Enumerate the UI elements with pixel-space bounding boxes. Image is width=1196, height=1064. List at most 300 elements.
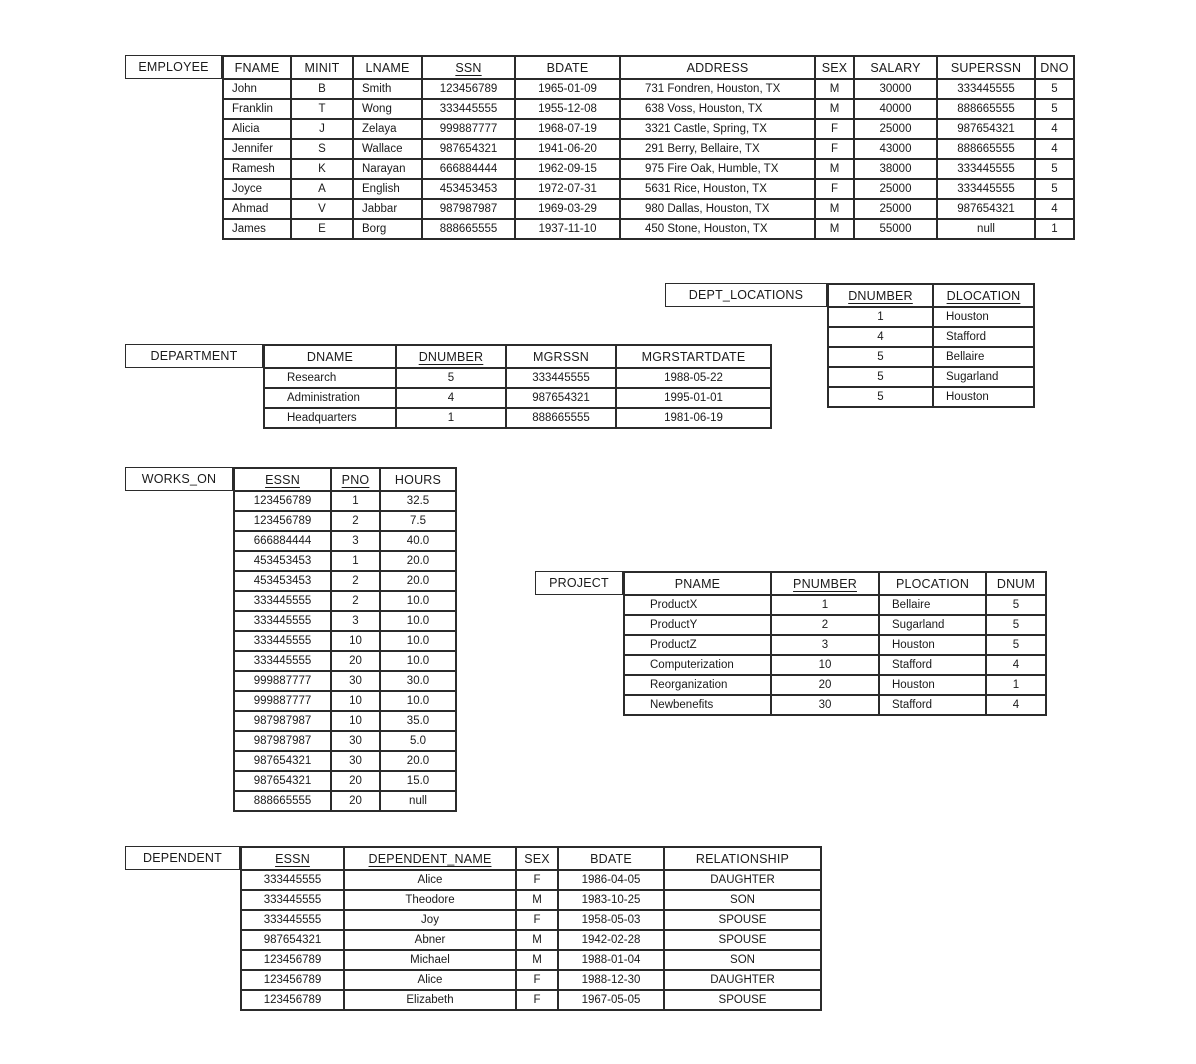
- table-row: [223, 139, 1074, 159]
- table-row: [223, 99, 1074, 119]
- column-header-bdate: BDATE: [515, 56, 620, 79]
- table-cell: 3: [331, 531, 380, 551]
- table-cell: M: [516, 890, 558, 910]
- table-cell: 1: [1035, 219, 1074, 239]
- table-cell: 10.0: [380, 651, 456, 671]
- table-cell: Theodore: [344, 890, 516, 910]
- table-row: [624, 675, 1046, 695]
- table-cell: 30000: [854, 79, 937, 99]
- table-cell: 30: [771, 695, 879, 715]
- table-cell: 4: [1035, 199, 1074, 219]
- table-cell: Houston: [933, 307, 1034, 327]
- table-cell: James: [223, 219, 291, 239]
- table-cell: 5.0: [380, 731, 456, 751]
- table-cell: 1: [396, 408, 506, 428]
- table-cell: 5631 Rice, Houston, TX: [620, 179, 815, 199]
- table-cell: 1969-03-29: [515, 199, 620, 219]
- table-cell: 1962-09-15: [515, 159, 620, 179]
- column-header-dname: DNAME: [264, 345, 396, 368]
- table-row: [234, 651, 456, 671]
- table-cell: Alice: [344, 970, 516, 990]
- table-cell: SON: [664, 950, 821, 970]
- table-cell: 4: [986, 655, 1046, 675]
- table-cell: 123456789: [234, 491, 331, 511]
- table-row: [241, 870, 821, 890]
- table-cell: 3: [331, 611, 380, 631]
- table-cell: K: [291, 159, 353, 179]
- table-cell: 20.0: [380, 571, 456, 591]
- table-cell: 25000: [854, 199, 937, 219]
- table-cell: 453453453: [234, 571, 331, 591]
- table-cell: 453453453: [234, 551, 331, 571]
- table-cell: 987654321: [937, 119, 1035, 139]
- employee-table: [222, 55, 1075, 240]
- table-row: [234, 571, 456, 591]
- employee-relation: [125, 55, 1075, 240]
- table-cell: 20: [331, 771, 380, 791]
- table-cell: 987654321: [937, 199, 1035, 219]
- table-cell: Stafford: [879, 695, 986, 715]
- table-cell: 5: [986, 615, 1046, 635]
- table-cell: 333445555: [241, 870, 344, 890]
- table-row: [828, 367, 1034, 387]
- table-row: [234, 731, 456, 751]
- table-row: [624, 635, 1046, 655]
- employee-relation-name: EMPLOYEE: [125, 55, 222, 79]
- table-row: [234, 751, 456, 771]
- table-cell: 32.5: [380, 491, 456, 511]
- table-cell: 10: [331, 711, 380, 731]
- dept-locations-relation-name: DEPT_LOCATIONS: [665, 283, 827, 307]
- column-header-dependent_name: DEPENDENT_NAME: [344, 847, 516, 870]
- table-cell: 888665555: [234, 791, 331, 811]
- table-cell: Joyce: [223, 179, 291, 199]
- table-cell: F: [815, 179, 854, 199]
- column-header-dnumber: DNUMBER: [396, 345, 506, 368]
- table-cell: 987987987: [234, 711, 331, 731]
- table-cell: 333445555: [234, 651, 331, 671]
- department-table: [263, 344, 772, 429]
- column-header-pname: PNAME: [624, 572, 771, 595]
- table-cell: Headquarters: [264, 408, 396, 428]
- table-cell: 20.0: [380, 751, 456, 771]
- table-cell: DAUGHTER: [664, 970, 821, 990]
- table-cell: 4: [986, 695, 1046, 715]
- table-cell: 975 Fire Oak, Humble, TX: [620, 159, 815, 179]
- header-row: [264, 345, 771, 368]
- table-cell: 450 Stone, Houston, TX: [620, 219, 815, 239]
- table-cell: DAUGHTER: [664, 870, 821, 890]
- header-row: [223, 56, 1074, 79]
- table-row: [234, 631, 456, 651]
- table-cell: 10.0: [380, 591, 456, 611]
- table-row: [234, 491, 456, 511]
- works-on-relation: [125, 467, 457, 812]
- table-cell: Wong: [353, 99, 422, 119]
- table-row: [234, 711, 456, 731]
- column-header-sex: SEX: [516, 847, 558, 870]
- table-cell: 5: [828, 387, 933, 407]
- table-row: [828, 347, 1034, 367]
- column-header-essn: ESSN: [241, 847, 344, 870]
- table-cell: Smith: [353, 79, 422, 99]
- table-cell: 1942-02-28: [558, 930, 664, 950]
- column-header-mgrssn: MGRSSN: [506, 345, 616, 368]
- table-cell: SPOUSE: [664, 930, 821, 950]
- table-cell: 10.0: [380, 631, 456, 651]
- dependent-relation: [125, 846, 822, 1011]
- table-cell: 10: [771, 655, 879, 675]
- table-cell: 4: [1035, 139, 1074, 159]
- table-cell: E: [291, 219, 353, 239]
- table-row: [241, 890, 821, 910]
- table-cell: 4: [1035, 119, 1074, 139]
- table-cell: 1: [986, 675, 1046, 695]
- table-cell: 291 Berry, Bellaire, TX: [620, 139, 815, 159]
- table-row: [234, 511, 456, 531]
- table-cell: 1958-05-03: [558, 910, 664, 930]
- table-cell: 731 Fondren, Houston, TX: [620, 79, 815, 99]
- table-row: [241, 930, 821, 950]
- table-row: [234, 691, 456, 711]
- table-cell: 25000: [854, 119, 937, 139]
- table-cell: 666884444: [422, 159, 515, 179]
- table-row: [828, 327, 1034, 347]
- table-cell: 2: [331, 571, 380, 591]
- table-cell: Administration: [264, 388, 396, 408]
- table-cell: 888665555: [422, 219, 515, 239]
- table-row: [264, 408, 771, 428]
- table-cell: F: [815, 139, 854, 159]
- table-cell: 333445555: [234, 591, 331, 611]
- table-cell: 1981-06-19: [616, 408, 771, 428]
- table-cell: 333445555: [937, 159, 1035, 179]
- table-row: [241, 970, 821, 990]
- table-cell: 333445555: [937, 79, 1035, 99]
- dept-locations-table: [827, 283, 1035, 408]
- table-cell: ProductZ: [624, 635, 771, 655]
- table-row: [264, 368, 771, 388]
- table-cell: 123456789: [422, 79, 515, 99]
- table-cell: 3: [771, 635, 879, 655]
- table-cell: 25000: [854, 179, 937, 199]
- table-cell: 5: [1035, 159, 1074, 179]
- table-cell: 987987987: [234, 731, 331, 751]
- table-cell: 333445555: [506, 368, 616, 388]
- table-cell: J: [291, 119, 353, 139]
- table-cell: ProductY: [624, 615, 771, 635]
- table-cell: 5: [828, 347, 933, 367]
- table-cell: 888665555: [506, 408, 616, 428]
- table-cell: 2: [771, 615, 879, 635]
- column-header-pnumber: PNUMBER: [771, 572, 879, 595]
- column-header-mgrstartdate: MGRSTARTDATE: [616, 345, 771, 368]
- table-cell: SPOUSE: [664, 910, 821, 930]
- column-header-hours: HOURS: [380, 468, 456, 491]
- column-header-sex: SEX: [815, 56, 854, 79]
- table-cell: Bellaire: [879, 595, 986, 615]
- table-cell: 1988-05-22: [616, 368, 771, 388]
- table-row: [624, 615, 1046, 635]
- table-cell: 1: [331, 491, 380, 511]
- table-row: [234, 611, 456, 631]
- table-row: [828, 387, 1034, 407]
- table-cell: Wallace: [353, 139, 422, 159]
- table-cell: 999887777: [234, 691, 331, 711]
- table-row: [624, 655, 1046, 675]
- project-table: [623, 571, 1047, 716]
- table-row: [234, 791, 456, 811]
- table-cell: 30: [331, 751, 380, 771]
- table-cell: 10.0: [380, 611, 456, 631]
- table-cell: Houston: [933, 387, 1034, 407]
- table-cell: 987654321: [234, 751, 331, 771]
- table-cell: 5: [1035, 99, 1074, 119]
- table-cell: 3321 Castle, Spring, TX: [620, 119, 815, 139]
- department-relation: [125, 344, 772, 429]
- table-cell: 999887777: [422, 119, 515, 139]
- table-cell: Ramesh: [223, 159, 291, 179]
- table-cell: 453453453: [422, 179, 515, 199]
- table-cell: 333445555: [234, 611, 331, 631]
- column-header-salary: SALARY: [854, 56, 937, 79]
- table-cell: 987654321: [422, 139, 515, 159]
- table-cell: Bellaire: [933, 347, 1034, 367]
- table-cell: 1967-05-05: [558, 990, 664, 1010]
- header-row: [624, 572, 1046, 595]
- table-cell: 333445555: [241, 910, 344, 930]
- column-header-address: ADDRESS: [620, 56, 815, 79]
- table-cell: 987654321: [234, 771, 331, 791]
- table-cell: 333445555: [234, 631, 331, 651]
- table-cell: Sugarland: [933, 367, 1034, 387]
- table-cell: Narayan: [353, 159, 422, 179]
- table-cell: 1: [771, 595, 879, 615]
- table-cell: 1955-12-08: [515, 99, 620, 119]
- table-row: [828, 307, 1034, 327]
- table-cell: English: [353, 179, 422, 199]
- table-cell: 4: [828, 327, 933, 347]
- table-row: [241, 950, 821, 970]
- table-cell: Elizabeth: [344, 990, 516, 1010]
- table-cell: 35.0: [380, 711, 456, 731]
- table-cell: 5: [396, 368, 506, 388]
- table-row: [624, 595, 1046, 615]
- table-cell: Joy: [344, 910, 516, 930]
- table-cell: 30.0: [380, 671, 456, 691]
- table-cell: Abner: [344, 930, 516, 950]
- table-cell: 20.0: [380, 551, 456, 571]
- table-cell: T: [291, 99, 353, 119]
- works-on-table: [233, 467, 457, 812]
- table-cell: 30: [331, 671, 380, 691]
- column-header-dnumber: DNUMBER: [828, 284, 933, 307]
- table-cell: 1972-07-31: [515, 179, 620, 199]
- works-on-relation-name: WORKS_ON: [125, 467, 233, 491]
- table-row: [234, 671, 456, 691]
- table-cell: 10: [331, 631, 380, 651]
- table-cell: 1995-01-01: [616, 388, 771, 408]
- table-cell: Newbenefits: [624, 695, 771, 715]
- table-cell: M: [815, 219, 854, 239]
- table-cell: M: [815, 199, 854, 219]
- table-cell: 10.0: [380, 691, 456, 711]
- table-cell: 987654321: [506, 388, 616, 408]
- table-cell: M: [815, 79, 854, 99]
- column-header-relationship: RELATIONSHIP: [664, 847, 821, 870]
- table-cell: Stafford: [933, 327, 1034, 347]
- table-cell: Houston: [879, 675, 986, 695]
- table-cell: Sugarland: [879, 615, 986, 635]
- table-cell: 40.0: [380, 531, 456, 551]
- table-cell: 5: [986, 595, 1046, 615]
- table-cell: 638 Voss, Houston, TX: [620, 99, 815, 119]
- column-header-dnum: DNUM: [986, 572, 1046, 595]
- table-cell: Zelaya: [353, 119, 422, 139]
- table-cell: 30: [331, 731, 380, 751]
- table-cell: 2: [331, 511, 380, 531]
- table-cell: John: [223, 79, 291, 99]
- table-row: [241, 910, 821, 930]
- table-cell: SON: [664, 890, 821, 910]
- column-header-fname: FNAME: [223, 56, 291, 79]
- table-cell: 987987987: [422, 199, 515, 219]
- table-cell: Houston: [879, 635, 986, 655]
- table-row: [223, 199, 1074, 219]
- project-relation-name: PROJECT: [535, 571, 623, 595]
- table-row: [234, 771, 456, 791]
- table-cell: M: [815, 159, 854, 179]
- table-cell: 20: [771, 675, 879, 695]
- table-cell: F: [516, 990, 558, 1010]
- table-row: [241, 990, 821, 1010]
- table-cell: null: [937, 219, 1035, 239]
- table-cell: ProductX: [624, 595, 771, 615]
- table-cell: 5: [828, 367, 933, 387]
- table-cell: 123456789: [241, 970, 344, 990]
- table-cell: Jennifer: [223, 139, 291, 159]
- table-row: [223, 219, 1074, 239]
- table-cell: F: [516, 870, 558, 890]
- table-cell: Jabbar: [353, 199, 422, 219]
- table-cell: 1988-01-04: [558, 950, 664, 970]
- table-cell: 987654321: [241, 930, 344, 950]
- table-cell: 1941-06-20: [515, 139, 620, 159]
- project-relation: [535, 571, 1047, 716]
- table-cell: 7.5: [380, 511, 456, 531]
- table-cell: 1: [828, 307, 933, 327]
- table-cell: Alicia: [223, 119, 291, 139]
- table-cell: 333445555: [422, 99, 515, 119]
- table-cell: F: [815, 119, 854, 139]
- header-row: [234, 468, 456, 491]
- table-cell: 333445555: [937, 179, 1035, 199]
- table-cell: 1965-01-09: [515, 79, 620, 99]
- column-header-superssn: SUPERSSN: [937, 56, 1035, 79]
- table-cell: Ahmad: [223, 199, 291, 219]
- table-cell: 43000: [854, 139, 937, 159]
- table-cell: 123456789: [241, 950, 344, 970]
- table-cell: 10: [331, 691, 380, 711]
- table-cell: 2: [331, 591, 380, 611]
- table-row: [234, 591, 456, 611]
- table-cell: F: [516, 910, 558, 930]
- column-header-lname: LNAME: [353, 56, 422, 79]
- column-header-plocation: PLOCATION: [879, 572, 986, 595]
- table-cell: 888665555: [937, 99, 1035, 119]
- table-row: [624, 695, 1046, 715]
- table-cell: null: [380, 791, 456, 811]
- table-cell: 20: [331, 791, 380, 811]
- table-cell: 5: [986, 635, 1046, 655]
- dependent-relation-name: DEPENDENT: [125, 846, 240, 870]
- table-cell: A: [291, 179, 353, 199]
- table-cell: Borg: [353, 219, 422, 239]
- table-cell: S: [291, 139, 353, 159]
- table-cell: M: [516, 930, 558, 950]
- table-cell: 123456789: [234, 511, 331, 531]
- table-cell: 40000: [854, 99, 937, 119]
- table-cell: Michael: [344, 950, 516, 970]
- table-cell: 4: [396, 388, 506, 408]
- table-row: [223, 79, 1074, 99]
- column-header-ssn: SSN: [422, 56, 515, 79]
- table-cell: 38000: [854, 159, 937, 179]
- dependent-table: [240, 846, 822, 1011]
- table-cell: 1968-07-19: [515, 119, 620, 139]
- table-cell: Computerization: [624, 655, 771, 675]
- table-row: [223, 159, 1074, 179]
- table-cell: 123456789: [241, 990, 344, 1010]
- table-cell: 20: [331, 651, 380, 671]
- table-cell: 5: [1035, 179, 1074, 199]
- table-cell: 999887777: [234, 671, 331, 691]
- table-cell: 15.0: [380, 771, 456, 791]
- column-header-essn: ESSN: [234, 468, 331, 491]
- table-row: [223, 179, 1074, 199]
- table-cell: 5: [1035, 79, 1074, 99]
- table-cell: F: [516, 970, 558, 990]
- table-cell: Stafford: [879, 655, 986, 675]
- table-cell: 666884444: [234, 531, 331, 551]
- table-cell: M: [516, 950, 558, 970]
- table-cell: 1: [331, 551, 380, 571]
- table-cell: SPOUSE: [664, 990, 821, 1010]
- column-header-pno: PNO: [331, 468, 380, 491]
- table-cell: M: [815, 99, 854, 119]
- table-cell: 55000: [854, 219, 937, 239]
- table-cell: 888665555: [937, 139, 1035, 159]
- table-row: [264, 388, 771, 408]
- table-cell: Research: [264, 368, 396, 388]
- table-cell: 1986-04-05: [558, 870, 664, 890]
- column-header-minit: MINIT: [291, 56, 353, 79]
- table-cell: V: [291, 199, 353, 219]
- table-row: [234, 531, 456, 551]
- table-row: [223, 119, 1074, 139]
- department-relation-name: DEPARTMENT: [125, 344, 263, 368]
- column-header-dlocation: DLOCATION: [933, 284, 1034, 307]
- table-row: [234, 551, 456, 571]
- table-cell: Alice: [344, 870, 516, 890]
- header-row: [241, 847, 821, 870]
- table-cell: Franklin: [223, 99, 291, 119]
- table-cell: 1988-12-30: [558, 970, 664, 990]
- column-header-bdate: BDATE: [558, 847, 664, 870]
- table-cell: 980 Dallas, Houston, TX: [620, 199, 815, 219]
- table-cell: 1983-10-25: [558, 890, 664, 910]
- table-cell: 1937-11-10: [515, 219, 620, 239]
